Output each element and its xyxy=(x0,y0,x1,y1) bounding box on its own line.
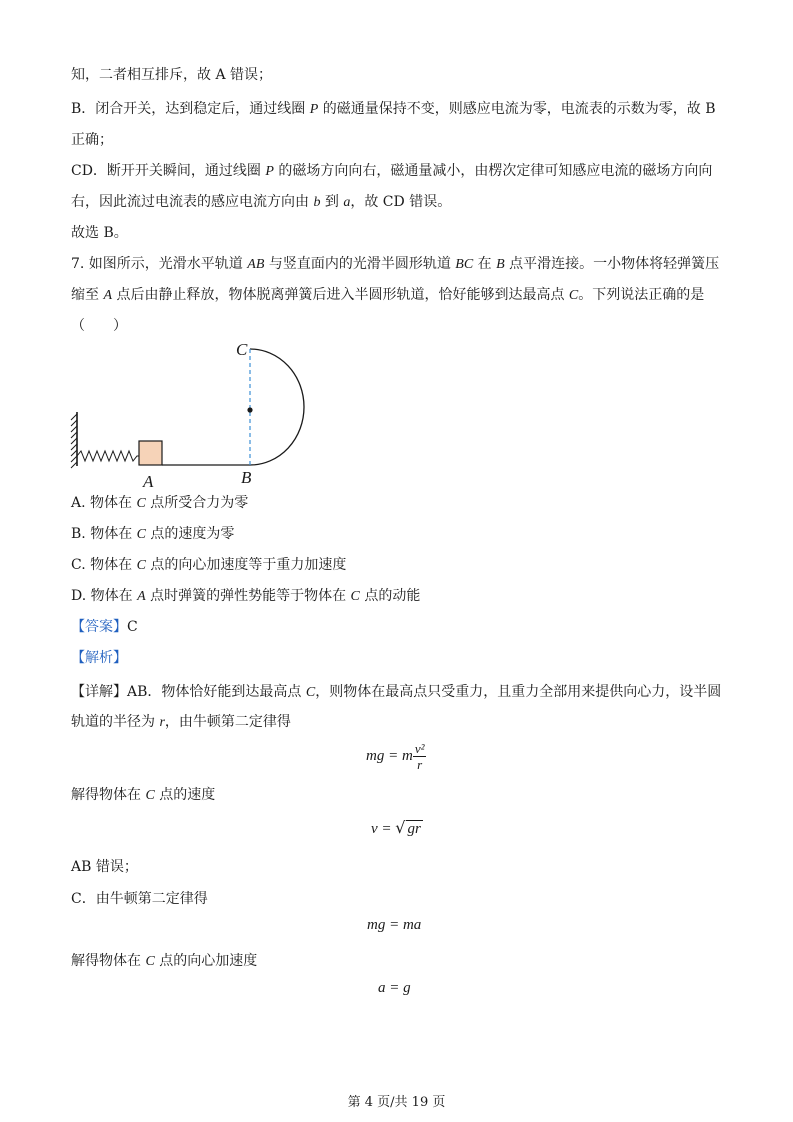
answer-value: C xyxy=(127,619,138,635)
label-c: C xyxy=(236,340,248,359)
text-line: 故选 B。 xyxy=(71,225,128,241)
text-line: 右，因此流过电流表的感应电流方向由 b 到 a，故 CD 错误。 xyxy=(71,194,452,210)
detail-line: 解得物体在 C 点的向心加速度 xyxy=(71,953,258,969)
answer-blank: （ ） xyxy=(71,318,127,334)
question-stem: 缩至 A 点后由静止释放，物体脱离弹簧后进入半圆形轨道，恰好能够到达最高点 C。下列说法正确的是 xyxy=(71,287,705,303)
question-stem: 7. 如图所示，光滑水平轨道 AB 与竖直面内的光滑半圆形轨道 BC 在 B 点平滑连接。一小物体将轻弹簧压 xyxy=(71,256,720,272)
label-b: B xyxy=(241,468,252,487)
detail-line: 轨道的半径为 r，由牛顿第二定律得 xyxy=(71,714,291,730)
detail-line: 解得物体在 C 点的速度 xyxy=(71,787,216,803)
equation-newton: mg = ma xyxy=(367,917,422,933)
track-diagram xyxy=(60,334,320,494)
detail-line: C．由牛顿第二定律得 xyxy=(71,891,208,907)
answer-line xyxy=(71,618,138,636)
detail-line: 【详解】AB．物体恰好能到达最高点 C，则物体在最高点只受重力，且重力全部用来提供向心力，设半圆 xyxy=(71,684,722,700)
page-footer: 第 4 页/共 19 页 xyxy=(347,1095,446,1110)
equation-velocity: v = √ gr xyxy=(371,818,421,837)
option-a: A. 物体在 C 点所受合力为零 xyxy=(71,495,249,511)
center-point xyxy=(247,407,252,412)
option-c: C. 物体在 C 点的向心加速度等于重力加速度 xyxy=(71,557,347,573)
text-line: 知，二者相互排斥，故 A 错误； xyxy=(71,67,273,83)
wall-hatch xyxy=(71,414,77,468)
block xyxy=(139,441,162,465)
analysis-tag: 【解析】 xyxy=(71,650,127,666)
semicircle-track xyxy=(250,349,304,465)
label-a: A xyxy=(143,472,154,491)
text-line: 正确； xyxy=(71,132,113,148)
equation-centripetal: mg = m $\frac{\text{v²}}{r}$ xyxy=(366,741,425,772)
text-line: B．闭合开关，达到稳定后，通过线圈 P 的磁通量保持不变，则感应电流为零，电流表的示数为零，故 B xyxy=(71,101,716,117)
detail-line: AB 错误； xyxy=(71,859,138,875)
option-d: D. 物体在 A 点时弹簧的弹性势能等于物体在 C 点的动能 xyxy=(71,588,421,604)
text-line: CD．断开开关瞬间，通过线圈 P 的磁场方向向右，磁通量减小，由楞次定律可知感应电流的磁场方向向 xyxy=(71,163,713,179)
equation-acceleration: a = g xyxy=(378,980,411,996)
answer-tag: 【答案】 xyxy=(71,619,127,635)
option-b: B. 物体在 C 点的速度为零 xyxy=(71,526,235,542)
spring xyxy=(77,451,139,461)
